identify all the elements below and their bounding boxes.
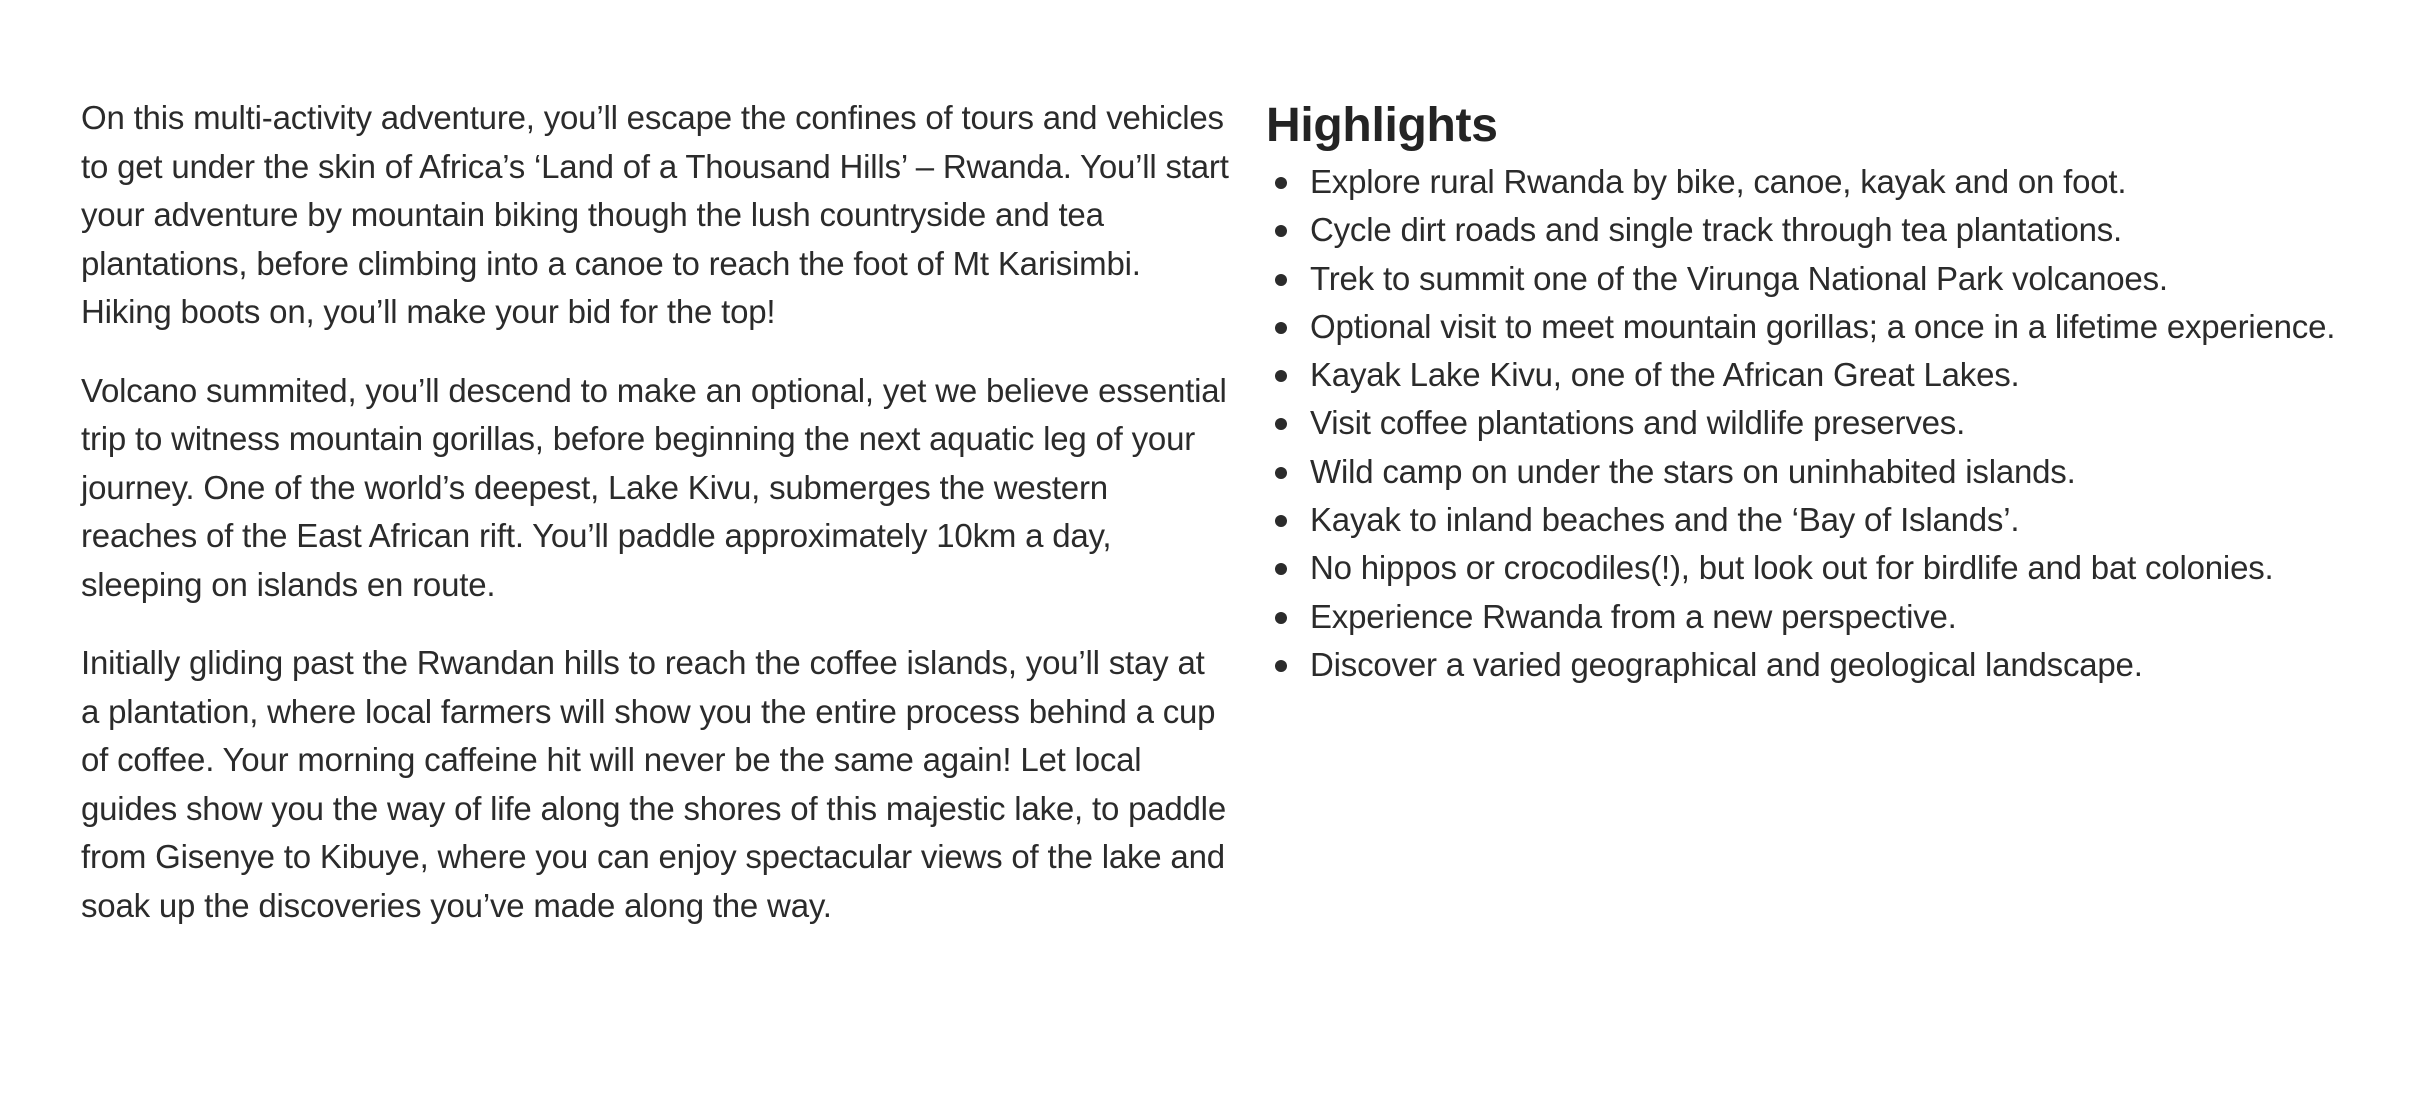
description-paragraph-1: On this multi-activity adventure, you’ll escape the confines of tours and vehicles to get under the skin of Africa’s ‘Land of a Thousand Hills’ – Rwanda. You’ll start your adventure by mountain biking though the lush countryside and tea plantations, before climbing into a canoe to reach the foot of Mt Karisimbi. Hiking boots on, you’ll make your bid for the top!: [81, 99, 1229, 330]
highlight-text: Kayak to inland beaches and the ‘Bay of Islands’.: [1310, 501, 2020, 539]
highlight-item: [1310, 158, 2406, 206]
highlight-item: [1310, 496, 2406, 544]
highlight-item: [1310, 544, 2406, 592]
highlight-text: Trek to summit one of the Virunga National Park volcanoes.: [1310, 259, 2168, 297]
highlights-heading: Highlights: [1266, 99, 1498, 152]
highlights-section: [1266, 96, 2406, 689]
highlight-text: Experience Rwanda from a new perspective.: [1310, 597, 1957, 635]
highlight-item: [1310, 351, 2406, 399]
bullet-icon: [1275, 418, 1287, 430]
highlights-list: [1266, 158, 2406, 689]
highlight-item: [1310, 206, 2406, 254]
bullet-icon: [1275, 563, 1287, 575]
highlight-text: Wild camp on under the stars on uninhabited islands.: [1310, 452, 2076, 490]
bullet-icon: [1275, 515, 1287, 527]
highlight-item: [1310, 303, 2406, 351]
highlight-text: No hippos or crocodiles(!), but look out for birdlife and bat colonies.: [1310, 549, 2274, 587]
bullet-icon: [1275, 660, 1287, 672]
highlight-item: [1310, 448, 2406, 496]
bullet-icon: [1275, 225, 1287, 237]
highlight-text: Visit coffee plantations and wildlife preserves.: [1310, 404, 1966, 442]
description-paragraph-2: Volcano summited, you’ll descend to make an optional, yet we believe essential trip to witness mountain gorillas, before beginning the next aquatic leg of your journey. One of the world’s deepest, Lake Kivu, submerges the western reaches of the East African rift. You’ll paddle approximately 10km a day, sleeping on islands en route.: [81, 371, 1227, 603]
highlight-text: Explore rural Rwanda by bike, canoe, kayak and on foot.: [1310, 163, 2127, 200]
highlight-text: Cycle dirt roads and single track through tea plantations.: [1310, 211, 2123, 249]
highlight-item: [1310, 399, 2406, 447]
bullet-icon: [1275, 177, 1287, 189]
bullet-icon: [1275, 322, 1287, 334]
trip-description: [81, 94, 1231, 960]
highlight-text: Discover a varied geographical and geological landscape.: [1310, 645, 2143, 683]
highlight-item: [1310, 255, 2406, 303]
highlight-item: [1310, 593, 2406, 641]
highlight-item: [1310, 641, 2406, 689]
description-paragraph-3: Initially gliding past the Rwandan hills to reach the coffee islands, you’ll stay at a plantation, where local farmers will show you the entire process behind a cup of coffee. Your morning caffeine hit will never be the same again! Let local guides show you the way of life along the shores of this majestic lake, to paddle from Gisenye to Kibuye, where you can enjoy spectacular views of the lake and soak up the discoveries you’ve made along the way.: [81, 644, 1226, 924]
bullet-icon: [1275, 370, 1287, 382]
bullet-icon: [1275, 612, 1287, 624]
bullet-icon: [1275, 467, 1287, 479]
bullet-icon: [1275, 274, 1287, 286]
highlight-text: Optional visit to meet mountain gorillas; a once in a lifetime experience.: [1310, 307, 2336, 345]
highlight-text: Kayak Lake Kivu, one of the African Great Lakes.: [1310, 356, 2020, 394]
